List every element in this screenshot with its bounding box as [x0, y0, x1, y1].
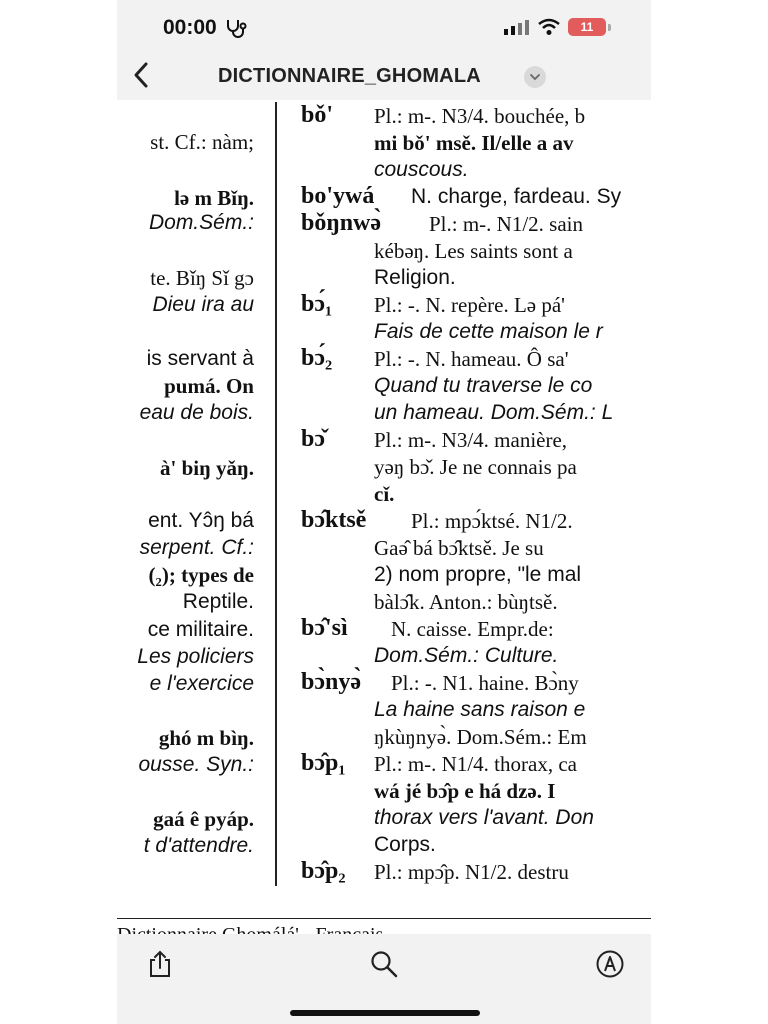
entry-line: N. caisse. Empr.de:: [391, 617, 554, 641]
entry-line: wá jé bɔ̂p e há dzə. I: [374, 779, 556, 803]
left-line: gaá ê pyáp.: [153, 807, 254, 831]
left-line: is servant à: [146, 347, 254, 370]
search-icon: [369, 949, 399, 979]
pdf-page[interactable]: [117, 100, 651, 920]
left-line: ent. Yɔ̂ŋ bá: [148, 509, 254, 532]
headword: bɔ̂p₂: [301, 858, 346, 884]
status-icons: [504, 18, 611, 36]
headword: bɔ́₂: [301, 345, 333, 371]
home-indicator[interactable]: [290, 1010, 480, 1016]
left-line: ousse. Syn.:: [138, 753, 254, 776]
entry-line: couscous.: [374, 158, 469, 181]
entry-line: bàlɔ̂k. Anton.: bùŋtsě.: [374, 590, 558, 614]
left-line: ghó m bìŋ.: [158, 726, 254, 750]
headword: bɔ̂ktsě: [301, 507, 367, 533]
left-column: [117, 100, 254, 920]
headword: bǒŋnwə̀: [301, 210, 382, 236]
document-title[interactable]: DICTIONNAIRE_GHOMALA: [218, 65, 481, 87]
left-line: lə m Bǐŋ.: [174, 186, 254, 210]
wifi-icon: [538, 19, 560, 35]
entry-line: un hameau. Dom.Sém.: L: [374, 401, 614, 424]
entry-line: N. charge, fardeau. Sy: [411, 185, 622, 208]
entry-line: Pl.: m-. N1/4. thorax, ca: [374, 752, 577, 776]
status-time: 00:00: [163, 16, 249, 40]
entry-line: Pl.: -. N1. haine. Bɔ̀ny: [391, 671, 579, 695]
entry-line: La haine sans raison e: [374, 698, 586, 721]
entry-line: Gaə̂ bá bɔ̂ktsě. Je su: [374, 536, 544, 560]
share-button[interactable]: [145, 949, 175, 979]
headword: bɔ̌: [301, 426, 325, 452]
entry-line: cǐ.: [374, 482, 395, 506]
share-icon: [145, 949, 175, 979]
phone-screen: [117, 0, 651, 1024]
entry-line: Pl.: m-. N3/4. bouchée, b: [374, 104, 586, 128]
entry-line: kébəŋ. Les saints sont a: [374, 239, 573, 263]
left-line: (₂); types de: [148, 563, 254, 587]
headword: bo'ywá: [301, 183, 375, 209]
entry-line: Pl.: -. N. hameau. Ô sa': [374, 347, 569, 371]
column-divider: [275, 102, 277, 886]
entry-line: Pl.: m-. N1/2. sain: [429, 212, 584, 236]
entry-line: 2) nom propre, "le mal: [374, 563, 582, 586]
left-line: à' biŋ yǎŋ.: [160, 456, 254, 480]
entry-line: Fais de cette maison le r: [374, 320, 603, 343]
entry-line: mi bǒ' msě. Il/elle a av: [374, 131, 574, 155]
headword: bɔ́₁: [301, 291, 333, 317]
left-line: serpent. Cf.:: [139, 536, 254, 559]
entry-line: Pl.: mpɔ́ktsé. N1/2.: [411, 509, 573, 533]
markup-button[interactable]: [595, 949, 625, 979]
left-line: Reptile.: [182, 590, 254, 613]
back-button[interactable]: [131, 60, 151, 98]
title-menu-button[interactable]: [524, 66, 546, 88]
entry-line: thorax vers l'avant. Don: [374, 806, 594, 829]
left-line: Dieu ira au: [152, 293, 254, 316]
left-line: ce militaire.: [147, 618, 254, 641]
headword: bɔ̂p₁: [301, 750, 346, 776]
battery-tip: [608, 24, 611, 31]
entry-line: Pl.: m-. N3/4. manière,: [374, 428, 568, 452]
search-button[interactable]: [369, 949, 399, 979]
left-line: t d'attendre.: [143, 834, 254, 857]
entry-line: ŋkùŋnyə̀. Dom.Sém.: Em: [374, 725, 587, 749]
left-line: te. Bǐŋ Sǐ gɔ: [150, 266, 254, 290]
entry-line: Pl.: -. N. repère. Lə pá': [374, 293, 565, 317]
headword: bɔ̂'sì: [301, 615, 348, 641]
navigation-bar: [117, 52, 651, 100]
chevron-down-icon: [529, 73, 541, 81]
cellular-signal-icon: [504, 19, 530, 35]
entry-line: Quand tu traverse le co: [374, 374, 593, 397]
footer-rule: [117, 918, 651, 919]
right-column: [301, 100, 651, 920]
left-line: st. Cf.: nàm;: [150, 130, 254, 154]
entry-line: Religion.: [374, 266, 456, 289]
battery-icon: 11: [568, 18, 606, 36]
entry-line: yəŋ bɔ̌. Je ne connais pa: [374, 455, 577, 479]
entry-line: Dom.Sém.: Culture.: [374, 644, 559, 667]
entry-line: Pl.: mpɔ̂p. N1/2. destru: [374, 860, 569, 884]
page-footer: [117, 922, 383, 934]
headword: bɔ̀nyə̀: [301, 669, 361, 695]
headword: bǒ': [301, 102, 334, 128]
left-line: e l'exercice: [149, 672, 254, 695]
left-line: Les policiers: [137, 645, 254, 668]
markup-icon: [595, 949, 625, 979]
chevron-left-icon: [131, 60, 151, 90]
left-line: Dom.Sém.:: [148, 211, 254, 234]
entry-line: Corps.: [374, 833, 436, 856]
left-line: eau de bois.: [139, 401, 254, 424]
stethoscope-icon: [225, 18, 249, 36]
left-line: pumá. On: [164, 374, 254, 398]
status-bar: [117, 0, 651, 52]
